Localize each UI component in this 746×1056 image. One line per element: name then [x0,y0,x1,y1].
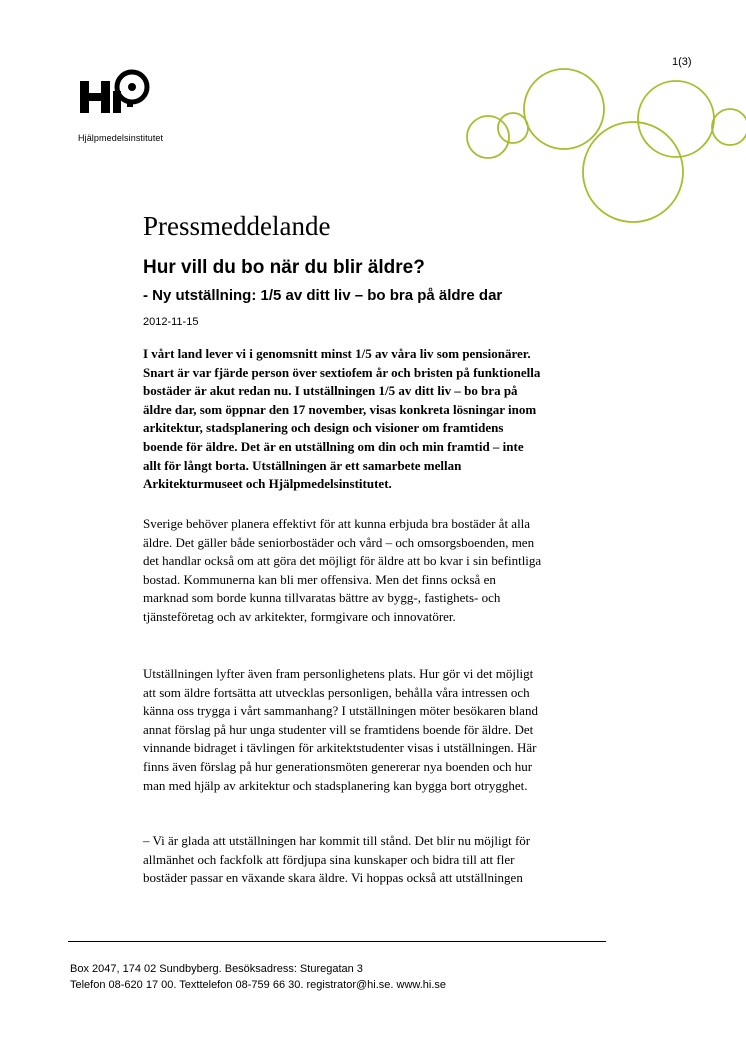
text-line: känna oss trygga i vårt sammanhang? I utställningen möter besökaren bland [143,703,538,719]
text-line: Sverige behöver planera effektivt för att kunna erbjuda bra bostäder åt alla [143,516,531,531]
hi-logo-icon [78,67,158,129]
text-line: bostäder passar en växande skara äldre. Vi hoppas också att utställningen [143,870,523,886]
text-line: Arkitekturmuseet och Hjälpmedelsinstitutet. [143,476,392,492]
text-line: allt för långt borta. Utställningen är ett samarbete mellan [143,457,462,473]
text-line: annat förslag på hur unga studenter vill se framtidens boende för äldre. Det [143,721,534,737]
body-paragraph-3 [143,832,613,888]
footer-address: Box 2047, 174 02 Sundbyberg. Besöksadress: Sturegatan 3 [70,963,363,975]
text-line: – Vi är glada att utställningen har kommit till stånd. Det blir nu möjligt för [143,833,531,848]
body-paragraph-2 [143,665,613,795]
logo-org-name: Hjälpmedelsinstitutet [78,133,164,143]
text-line: att som äldre fortsätta att utvecklas personligen, behålla våra intressen och [143,684,530,700]
text-line: Snart är var fjärde person över sextiofem år och bristen på funktionella [143,364,541,380]
text-line: det handlar också om att göra det möjligt för äldre att bo kvar i sin befintliga [143,553,542,569]
text-line: marknad som borde kunna tillvaratas bättre av bygg-, fastighets- och [143,590,501,606]
body-paragraph-1 [143,515,613,627]
text-line: Utställningen lyfter även fram personlighetens plats. Hur gör vi det möjligt [143,666,534,681]
text-line: äldre dar, som öppnar den 17 november, visas konkreta lösningar inom [143,401,537,417]
page-number: 1(3) [672,56,692,68]
lead-paragraph [143,345,613,494]
text-line: tjänsteföretag och av arkitekter, formgivare och innovatörer. [143,608,456,624]
document-type-title: Pressmeddelande [143,211,331,241]
footer-contact: Telefon 08-620 17 00. Texttelefon 08-759 66 30. registrator@hi.se. www.hi.se [70,979,447,991]
text-line: bostäder är akut redan nu. I utställningen 1/5 av ditt liv – bo bra på [143,383,518,399]
decorative-circles-icon [460,55,746,235]
subheadline: - Ny utställning: 1/5 av ditt liv – bo bra på äldre dar [143,287,503,304]
footer [70,961,446,993]
text-line: bostad. Kommunerna kan bli mer offensiva. Men det finns också en [143,571,496,587]
text-line: boende för äldre. Det är en utställning om din och min framtid – inte [143,438,524,454]
text-line: finns även förslag på hur generationsmöten genererar nya boenden och hur [143,758,533,774]
headline: Hur vill du bo när du blir äldre? [143,257,425,278]
text-line: allmänhet och fackfolk att fördjupa sina kunskaper och bidra till att fler [143,851,515,867]
text-line: äldre. Det gäller både seniorbostäder och vård – och omsorgsboenden, men [143,534,535,550]
text-line: vinnande bidraget i tävlingen för arkitektstudenter visas i utställningen. Här [143,740,537,756]
text-line: I vårt land lever vi i genomsnitt minst 1/5 av våra liv som pensionärer. [143,346,531,361]
hi-logo [78,67,208,147]
text-line: arkitektur, stadsplanering och design och visioner om framtidens [143,420,504,436]
publish-date: 2012-11-15 [143,316,199,328]
footer-divider [68,941,606,942]
text-line: man med hjälp av arkitektur och stadsplanering kan bygga bort otrygghet. [143,777,528,793]
